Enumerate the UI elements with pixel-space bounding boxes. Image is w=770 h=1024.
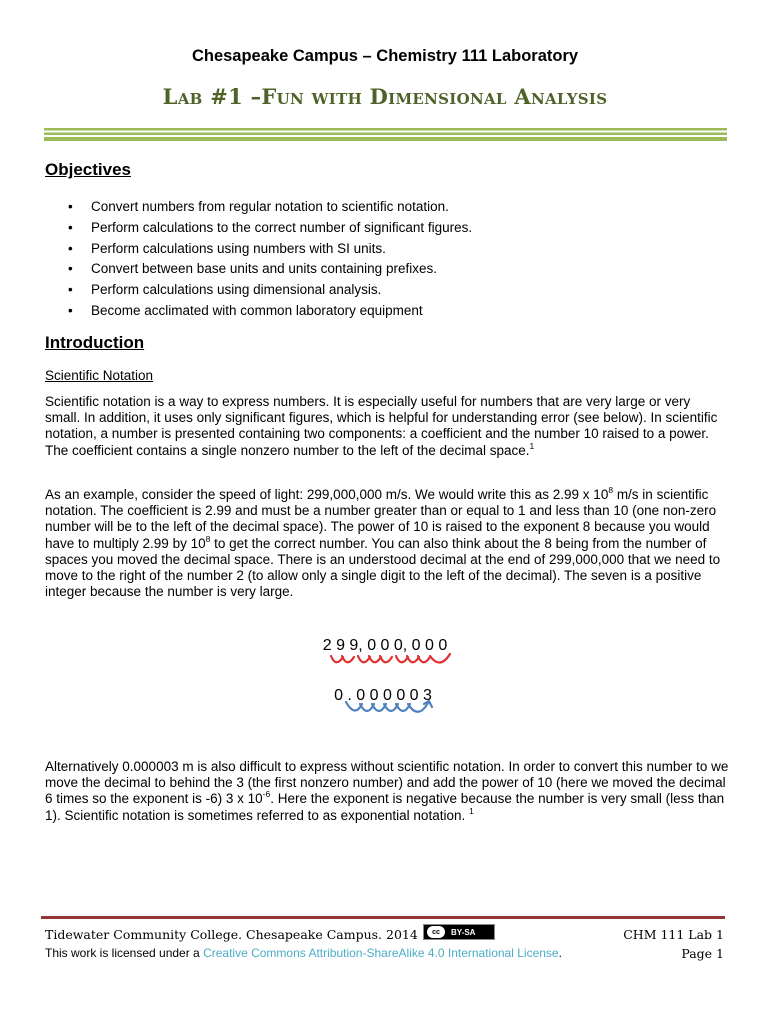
objective-item: • Become acclimated with common laboratory equipment	[68, 301, 472, 322]
objective-item: • Convert numbers from regular notation to scientific notation.	[68, 197, 472, 218]
footer-institution: Tidewater Community College. Chesapeake Campus. 2014	[45, 927, 418, 942]
cc-badge-label: BY-SA	[451, 927, 476, 937]
footnote-ref: 1	[469, 805, 474, 816]
objectives-heading: Objectives	[45, 160, 131, 179]
bullet-icon: •	[68, 240, 73, 256]
diagram-small-number: 0 . 0 0 0 0 0 3	[334, 687, 432, 704]
decimal-move-diagram	[0, 630, 770, 730]
intro-paragraph-1: Scientific notation is a way to express numbers. It is especially useful for numbers that are very large or very small. In addition, it uses only significant figures, which is helpful for understanding error (see below). In scientific notation, a number is presented containing two components: a coefficient and the number 10 raised to a power. The coefficient contains a single nonzero number to the left of the decimal space.$^1$	[45, 394, 718, 458]
lab-title: Lab #1 –Fun with Dimensional Analysis	[162, 84, 608, 109]
footer-course: CHM 111 Lab 1	[623, 927, 724, 942]
exponent: 8	[205, 533, 211, 544]
bullet-icon: •	[68, 282, 73, 298]
objective-item: • Perform calculations using dimensional analysis.	[68, 280, 472, 301]
campus-header: Chesapeake Campus – Chemistry 111 Laboratory	[191, 47, 579, 65]
bullet-icon: •	[68, 261, 73, 277]
objective-item: • Perform calculations using numbers with SI units.	[68, 239, 472, 260]
bullet-icon: •	[68, 302, 73, 318]
page-number: Page 1	[681, 946, 724, 961]
footer-divider	[41, 916, 725, 919]
exponent: -6	[262, 789, 271, 800]
intro-paragraph-3: Alternatively 0.000003 m is also difficult to express without scientific notation. In order to convert this number to we move the decimal to behind the 3 (the first nonzero number) and add the power of 10 (here we moved the decimal 6 times so the exponent is -6) 3 x $10^{-6}$. Here the exponent is negative because the number is very small (less than 1). Scientific notation is sometimes referred to as exponential notation. $^1$	[45, 759, 729, 823]
intro-paragraph-2: As an example, consider the speed of light: 299,000,000 m/s. We would write this as 2.99 x $10^8$ m/s in scientific notation. The coefficient is 2.99 and must be a number greater than or equal to 1 and less than 10 (one non-zero number will be to the left of the decimal space). The power of 10 is raised to the exponent 8 because you would have to multiply 2.99 by $10^8$ to get the correct number. You can also think about the 8 being from the number of spaces you moved the decimal space. There is an understood decimal at the end of 299,000,000 that we need to move to the right of the number 2 (to allow only a single digit to the left of the decimal). The seven is a positive integer because the number is very large.	[45, 485, 721, 600]
scientific-notation-subheading: Scientific Notation	[45, 368, 154, 383]
diagram-large-number: 2 9 9, 0 0 0, 0 0 0	[322, 637, 448, 654]
cc-license-badge[interactable]	[423, 924, 495, 940]
title-divider	[44, 128, 727, 142]
exponent: 8	[608, 485, 614, 495]
objective-item: • Perform calculations to the correct number of significant figures.	[68, 218, 472, 239]
creative-commons-icon: cc	[427, 926, 445, 938]
bullet-icon: •	[68, 199, 73, 214]
bullet-icon: •	[68, 219, 73, 235]
license-link[interactable]: Creative Commons Attribution-ShareAlike 4.0 International License	[203, 946, 559, 960]
objective-item: • Convert between base units and units containing prefixes.	[68, 259, 472, 280]
footnote-ref: 1	[529, 440, 535, 451]
red-arrows	[331, 654, 450, 663]
introduction-heading: Introduction	[45, 333, 145, 352]
objectives-list	[68, 197, 472, 322]
footer-license: This work is licensed under a Creative Commons Attribution-ShareAlike 4.0 International License.	[45, 946, 562, 960]
